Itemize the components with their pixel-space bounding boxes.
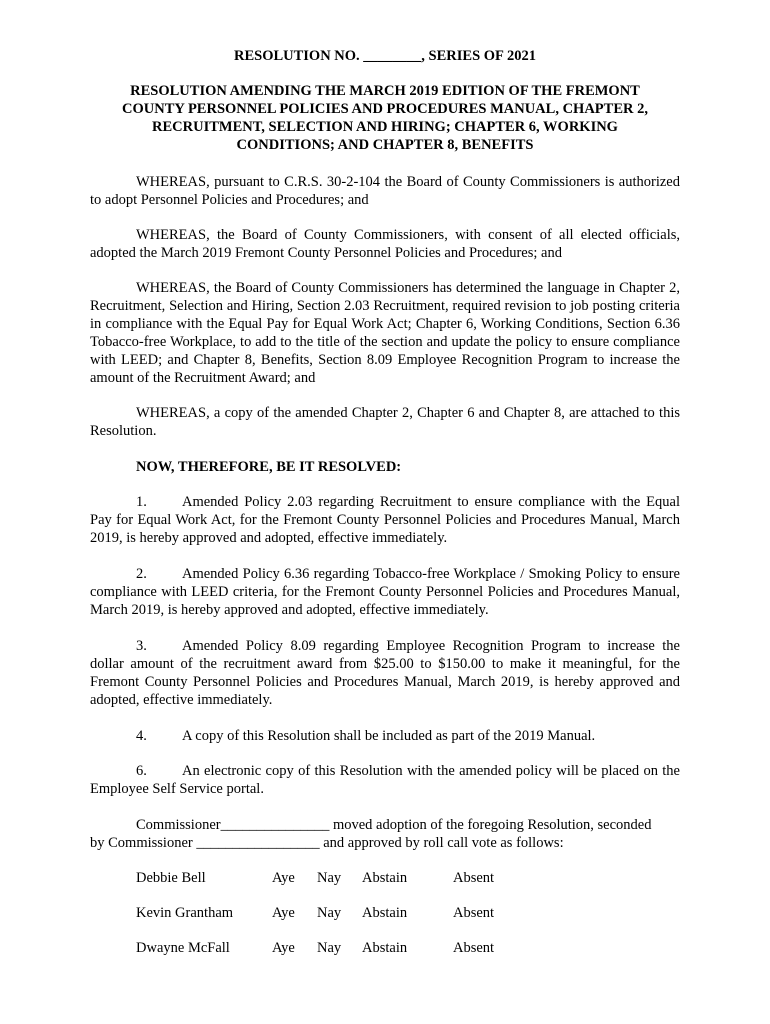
whereas-text: WHEREAS, a copy of the amended Chapter 2, Chapter 6 and Chapter 8, are attached to this Resolution. [90, 405, 680, 439]
item-number: 1. [136, 494, 147, 510]
whereas-paragraph [90, 173, 680, 209]
resolution-item [90, 637, 680, 709]
resolved-heading: NOW, THEREFORE, BE IT RESOLVED: [136, 459, 402, 475]
motion-line: Commissioner_______________ moved adoption of the foregoing Resolution, seconded [136, 817, 652, 833]
whereas-paragraph [90, 404, 680, 440]
item-number: 2. [136, 566, 147, 582]
vote-absent: Absent [453, 870, 495, 886]
resolution-title [90, 82, 680, 154]
title-line: RESOLUTION AMENDING THE MARCH 2019 EDITION OF THE FREMONT [130, 83, 640, 99]
vote-aye: Aye [272, 940, 295, 956]
whereas-paragraph [90, 279, 680, 387]
resolution-item [90, 762, 680, 798]
vote-aye: Aye [272, 870, 295, 886]
resolution-item [90, 727, 680, 745]
motion-line: by Commissioner _________________ and approved by roll call vote as follows: [90, 835, 564, 851]
item-text: Amended Policy 6.36 regarding Tobacco-free Workplace / Smoking Policy to ensure compliance with LEED criteria, for the Fremont County Personnel Policies and Procedures Manual, March 2019, is hereby approved and adopted, effective immediately. [90, 566, 680, 618]
vote-abstain: Abstain [362, 940, 408, 956]
whereas-text: WHEREAS, pursuant to C.R.S. 30-2-104 the Board of County Commissioners is authorized to adopt Personnel Policies and Procedures; and [90, 174, 680, 208]
commissioner-name: Kevin Grantham [136, 905, 234, 921]
resolution-item [90, 493, 680, 547]
title-line: RECRUITMENT, SELECTION AND HIRING; CHAPTER 6, WORKING [152, 119, 618, 135]
vote-abstain: Abstain [362, 905, 408, 921]
item-text: Amended Policy 2.03 regarding Recruitment to ensure compliance with the Equal Pay for Equal Work Act, for the Fremont County Personnel Policies and Procedures Manual, March 2019, is hereby approved and adopted, effective immediately. [90, 494, 680, 546]
vote-nay: Nay [317, 905, 342, 921]
item-text: An electronic copy of this Resolution with the amended policy will be placed on the Employee Self Service portal. [90, 763, 680, 797]
vote-row [136, 904, 536, 922]
commissioner-name: Dwayne McFall [136, 940, 230, 956]
vote-nay: Nay [317, 940, 342, 956]
vote-absent: Absent [453, 940, 495, 956]
vote-nay: Nay [317, 870, 342, 886]
vote-abstain: Abstain [362, 870, 408, 886]
commissioner-name: Debbie Bell [136, 870, 206, 886]
whereas-text: WHEREAS, the Board of County Commissioners has determined the language in Chapter 2, Recruitment, Selection and Hiring, Section 2.03 Recruitment, required revision to job posting criteria in compliance with the Equal Pay for Equal Work Act; Chapter 6, Working Conditions, Section 6.36 Tobacco-free Workplace, to add to the title of the section and update the policy to ensure compliance with LEED; and Chapter 8, Benefits, Section 8.09 Employee Recognition Program to increase the amount of the Recruitment Award; and [90, 280, 680, 386]
vote-aye: Aye [272, 905, 295, 921]
whereas-text: WHEREAS, the Board of County Commissioners, with consent of all elected officials, adopted the March 2019 Fremont County Personnel Policies and Procedures; and [90, 227, 680, 261]
title-line: CONDITIONS; AND CHAPTER 8, BENEFITS [236, 137, 534, 153]
item-number: 3. [136, 638, 147, 654]
vote-absent: Absent [453, 905, 495, 921]
item-text: Amended Policy 8.09 regarding Employee Recognition Program to increase the dollar amount of the recruitment award from $25.00 to $150.00 to make it meaningful, for the Fremont County Personnel Policies and Procedures Manual, March 2019, is hereby approved and adopted, effective immediately. [90, 638, 680, 708]
resolution-number: RESOLUTION NO. ________, SERIES OF 2021 [233, 48, 536, 64]
item-number: 4. [136, 728, 147, 744]
item-text: A copy of this Resolution shall be included as part of the 2019 Manual. [182, 728, 596, 744]
title-line: COUNTY PERSONNEL POLICIES AND PROCEDURES MANUAL, CHAPTER 2, [122, 101, 648, 117]
whereas-paragraph [90, 226, 680, 262]
vote-row [136, 939, 536, 957]
resolution-item [90, 565, 680, 619]
item-number: 6. [136, 763, 147, 779]
vote-row [136, 869, 536, 887]
